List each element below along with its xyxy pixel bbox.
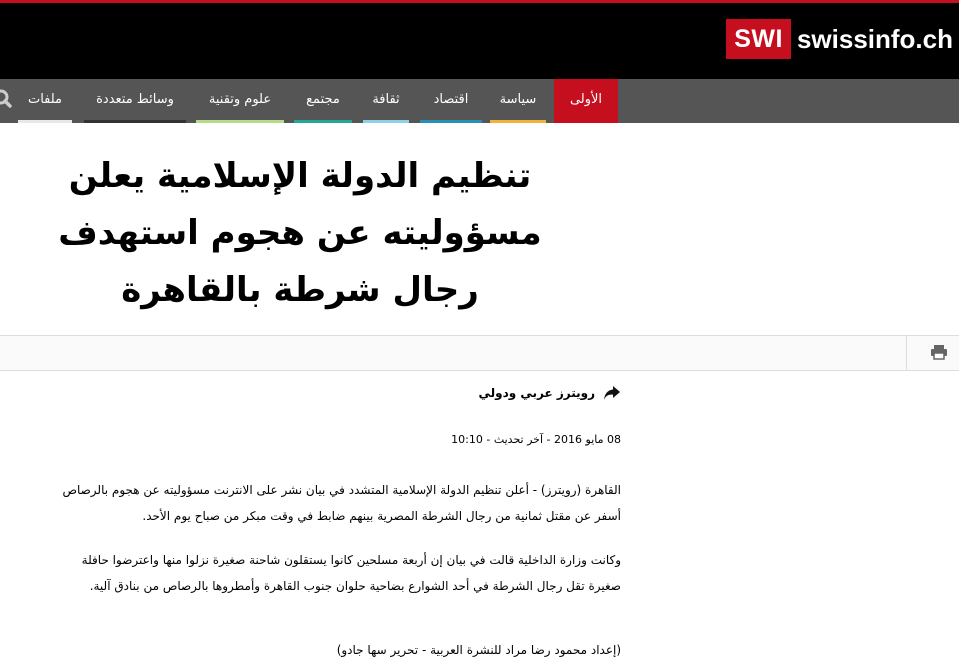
article-date: 08 مايو 2016 - آخر تحديث - 10:10 bbox=[451, 433, 621, 446]
nav-item-multimedia[interactable] bbox=[84, 79, 186, 123]
article-headline bbox=[20, 148, 580, 319]
headline-line: رجال شرطة بالقاهرة bbox=[121, 270, 479, 310]
nav-color-bar bbox=[18, 120, 72, 123]
nav-label: ثقافة bbox=[372, 92, 400, 107]
article-source-row bbox=[478, 385, 621, 401]
nav-item-culture[interactable] bbox=[363, 79, 409, 123]
headline-line: مسؤوليته عن هجوم استهدف bbox=[58, 213, 542, 253]
nav-label: وسائط متعددة bbox=[96, 92, 174, 107]
share-icon[interactable] bbox=[603, 385, 621, 401]
logo-text: swissinfo.ch bbox=[796, 24, 953, 54]
nav-label: سياسة bbox=[499, 92, 537, 107]
logo-box: SWI bbox=[726, 19, 791, 59]
article-source[interactable]: رويترز عربي ودولي bbox=[478, 386, 595, 400]
nav-color-bar bbox=[196, 120, 284, 123]
article-paragraph-line: أسفر عن مقتل ثمانية من رجال الشرطة المصرية بينهم ضابط في وقت مبكر من صباح يوم الأحد. bbox=[142, 509, 621, 523]
article-credits: (إعداد محمود رضا مراد للنشرة العربية - تحرير سها جادو) bbox=[336, 643, 621, 657]
swissinfo-logo[interactable] bbox=[726, 19, 953, 59]
search-icon[interactable] bbox=[0, 88, 16, 110]
nav-color-bar bbox=[420, 120, 482, 123]
nav-label: الأولى bbox=[569, 92, 603, 107]
nav-color-bar bbox=[84, 120, 186, 123]
nav-item-politics[interactable] bbox=[490, 79, 546, 123]
print-icon[interactable] bbox=[930, 344, 948, 360]
nav-label: ملفات bbox=[27, 92, 63, 107]
nav-color-bar bbox=[490, 120, 546, 123]
article-toolbar bbox=[0, 335, 959, 371]
nav-item-home[interactable] bbox=[554, 79, 618, 123]
article-paragraph-line: القاهرة (رويترز) - أعلن تنظيم الدولة الإسلامية المتشدد في بيان نشر على الانترنت مسؤوليته عن هجوم بالرصاص bbox=[62, 483, 621, 497]
site-header bbox=[0, 0, 959, 79]
nav-item-economy[interactable] bbox=[420, 79, 482, 123]
nav-item-dossiers[interactable] bbox=[18, 79, 72, 123]
nav-item-science[interactable] bbox=[196, 79, 284, 123]
nav-label: مجتمع bbox=[306, 92, 340, 107]
toolbar-divider bbox=[906, 336, 907, 370]
headline-line: تنظيم الدولة الإسلامية يعلن bbox=[68, 156, 532, 196]
article-paragraph-line: صغيرة تقل رجال الشرطة في أحد الشوارع بضاحية حلوان جنوب القاهرة وأمطروها بالرصاص من بنادق آلية. bbox=[89, 579, 621, 593]
nav-label: علوم وتقنية bbox=[208, 92, 272, 107]
nav-item-society[interactable] bbox=[294, 79, 352, 123]
article-paragraph-line: وكانت وزارة الداخلية قالت في بيان إن أربعة مسلحين كانوا يستقلون شاحنة صغيرة نزلوا منها واعترضوا حافلة bbox=[81, 553, 621, 567]
nav-color-bar bbox=[363, 120, 409, 123]
nav-label: اقتصاد bbox=[433, 92, 469, 107]
nav-color-bar bbox=[294, 120, 352, 123]
main-nav bbox=[0, 79, 959, 123]
